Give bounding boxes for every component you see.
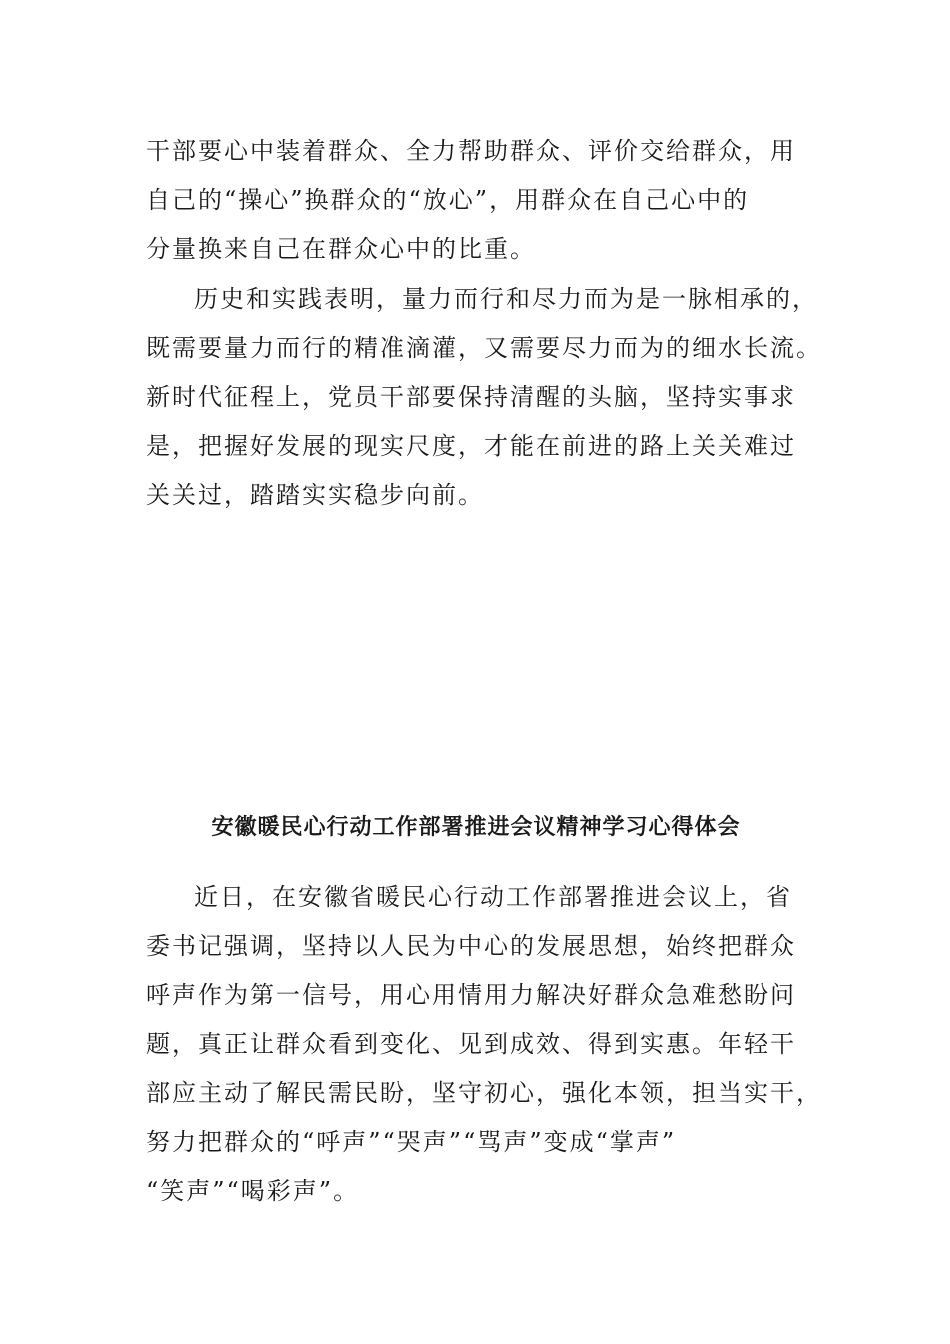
paragraph-line: 自己的“操心”换群众的“放心”，用群众在自己心中的 bbox=[146, 186, 750, 214]
paragraph-line: 部应主动了解民需民盼，坚守初心，强化本领，担当实干， bbox=[146, 1079, 822, 1107]
paragraph-line: “笑声”“喝彩声”。 bbox=[146, 1177, 360, 1205]
paragraph-1 bbox=[146, 127, 806, 274]
paragraph-2 bbox=[146, 275, 822, 520]
paragraph-line: 题，真正让群众看到变化、见到成效、得到实惠。年轻干 bbox=[146, 1030, 796, 1058]
paragraph-line: 历史和实践表明，量力而行和尽力而为是一脉相承的， bbox=[194, 285, 818, 313]
paragraph-line: 是，把握好发展的现实尺度，才能在前进的路上关关难过 bbox=[146, 432, 796, 460]
paragraph-3 bbox=[146, 873, 822, 1216]
paragraph-line: 努力把群众的“呼声”“哭声”“骂声”变成“掌声” bbox=[146, 1128, 677, 1156]
paragraph-line: 分量换来自己在群众心中的比重。 bbox=[146, 235, 536, 263]
paragraph-line: 关关过，踏踏实实稳步向前。 bbox=[146, 481, 484, 509]
paragraph-line: 近日，在安徽省暖民心行动工作部署推进会议上，省 bbox=[194, 883, 792, 911]
paragraph-line: 既需要量力而行的精准滴灌，又需要尽力而为的细水长流。 bbox=[146, 334, 822, 362]
paragraph-line: 委书记强调，坚持以人民为中心的发展思想，始终把群众 bbox=[146, 932, 796, 960]
paragraph-line: 呼声作为第一信号，用心用情用力解决好群众急难愁盼问 bbox=[146, 981, 796, 1009]
article-title: 安徽暖民心行动工作部署推进会议精神学习心得体会 bbox=[211, 815, 741, 840]
paragraph-line: 新时代征程上，党员干部要保持清醒的头脑，坚持实事求 bbox=[146, 383, 796, 411]
paragraph-line: 干部要心中装着群众、全力帮助群众、评价交给群众，用 bbox=[146, 137, 796, 165]
